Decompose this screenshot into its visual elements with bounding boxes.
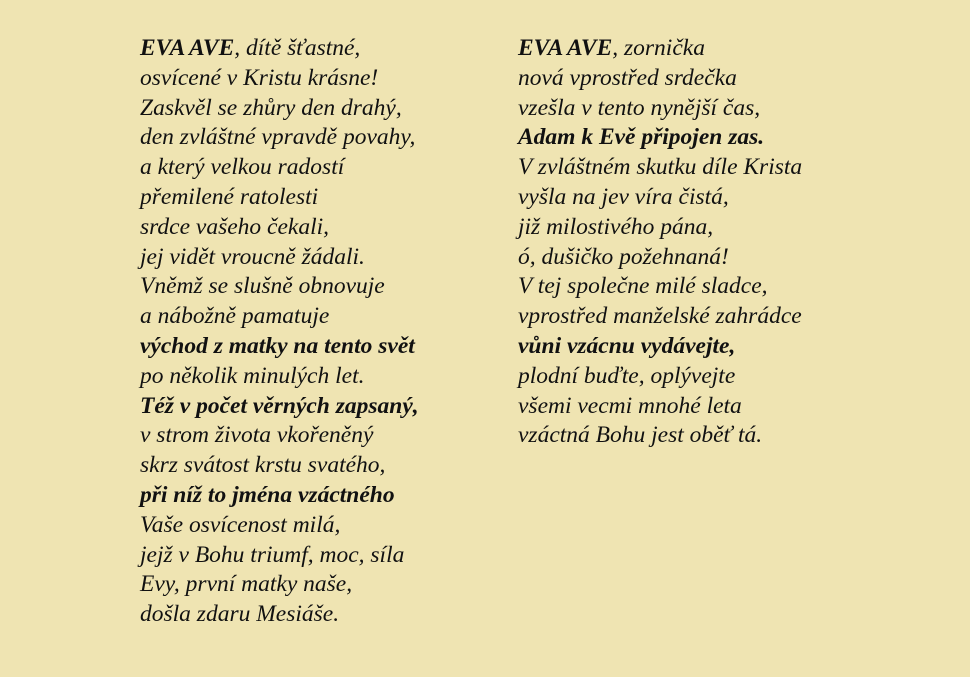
poem-line-text: Vaše osvícenost milá,	[140, 511, 341, 538]
poem-line	[518, 332, 802, 362]
poem-line-text: jejž v Bohu triumf, moc, síla	[140, 541, 405, 568]
poem-line	[140, 243, 419, 273]
poem-column-left	[140, 34, 419, 630]
poem-line	[518, 153, 802, 183]
poem-line	[518, 421, 802, 451]
poem-line	[140, 451, 419, 481]
poem-line-text: a nábožně pamatuje	[140, 303, 330, 330]
poem-line	[518, 213, 802, 243]
poem-line	[140, 600, 419, 630]
poem-line-text: , dítě šťastné,	[234, 35, 361, 61]
poem-line-text: přemilené ratolesti	[140, 183, 319, 210]
poem-line	[140, 64, 419, 94]
poem-line	[518, 64, 802, 94]
poem-line-bold-text: východ z matky na tento svět	[140, 332, 415, 359]
poem-line-text: plodní buďte, oplývejte	[518, 362, 736, 389]
poem-column-right	[518, 34, 802, 451]
poem-line-bold-text: EVA AVE	[140, 35, 235, 61]
poem-line	[140, 183, 419, 213]
poem-line-text: osvícené v Kristu krásne!	[140, 64, 379, 91]
poem-line	[140, 34, 419, 64]
poem-line	[140, 570, 419, 600]
poem-line-text: již milostivého pána,	[518, 213, 714, 240]
poem-line-text: skrz svátost krstu svatého,	[140, 452, 386, 479]
poem-line	[140, 332, 419, 362]
poem-line-text: po několik minulých let.	[140, 362, 365, 389]
poem-line-bold-text: Adam k Evě připojen zas.	[518, 124, 765, 151]
poem-line-text: v strom života vkořeněný	[140, 422, 374, 449]
poem-line	[140, 213, 419, 243]
poem-line-text: vzáctná Bohu jest oběť tá.	[518, 422, 763, 449]
poem-line-text: všemi vecmi mnohé leta	[518, 392, 742, 419]
poem-line-text: Zaskvěl se zhůry den drahý,	[140, 94, 402, 121]
poem-line-text: vyšla na jev víra čistá,	[518, 183, 729, 210]
poem-line-text: a který velkou radostí	[140, 154, 345, 181]
poem-line	[140, 541, 419, 571]
poem-line-text: ó, dušičko požehnaná!	[518, 243, 729, 270]
poem-line-bold-text: EVA AVE	[518, 35, 613, 61]
poem-line-text: den zvláštné vpravdě povahy,	[140, 124, 416, 151]
poem-line-text: srdce vašeho čekali,	[140, 213, 330, 240]
poem-line	[140, 272, 419, 302]
poem-line	[140, 511, 419, 541]
poem-line-text: vprostřed manželské zahrádce	[518, 303, 802, 330]
poem-line	[518, 302, 802, 332]
poem-line	[518, 243, 802, 273]
poem-line	[140, 481, 419, 511]
poem-line-text: , zornička	[612, 35, 705, 61]
poem-line	[518, 94, 802, 124]
poem-line	[518, 183, 802, 213]
poem-line-bold-text: při níž to jména vzáctného	[140, 481, 395, 508]
poem-line-text: V tej společne milé sladce,	[518, 273, 768, 300]
poem-line-bold-text: Též v počet věrných zapsaný,	[140, 392, 419, 419]
poem-line-text: V zvláštném skutku díle Krista	[518, 154, 803, 181]
poem-line	[140, 302, 419, 332]
poem-line	[518, 392, 802, 422]
poem-line-text: Vněmž se slušně obnovuje	[140, 273, 385, 300]
poem-line	[518, 123, 802, 153]
poem-line-text: Evy, první matky naše,	[140, 571, 353, 598]
poem-line-text: nová vprostřed srdečka	[518, 64, 737, 91]
poem-line	[140, 123, 419, 153]
poem-line	[518, 34, 802, 64]
poem-line	[140, 94, 419, 124]
poem-line	[140, 392, 419, 422]
poem-line-bold-text: vůni vzácnu vydávejte,	[518, 332, 736, 359]
poem-line	[518, 272, 802, 302]
poem-line-text: vzešla v tento nynější čas,	[518, 94, 761, 121]
poem-line	[140, 421, 419, 451]
poem-line-text: jej vidět vroucně žádali.	[140, 243, 365, 270]
poem-line	[140, 362, 419, 392]
poem-line-text: došla zdaru Mesiáše.	[140, 601, 340, 628]
poem-line	[140, 153, 419, 183]
poem-line	[518, 362, 802, 392]
